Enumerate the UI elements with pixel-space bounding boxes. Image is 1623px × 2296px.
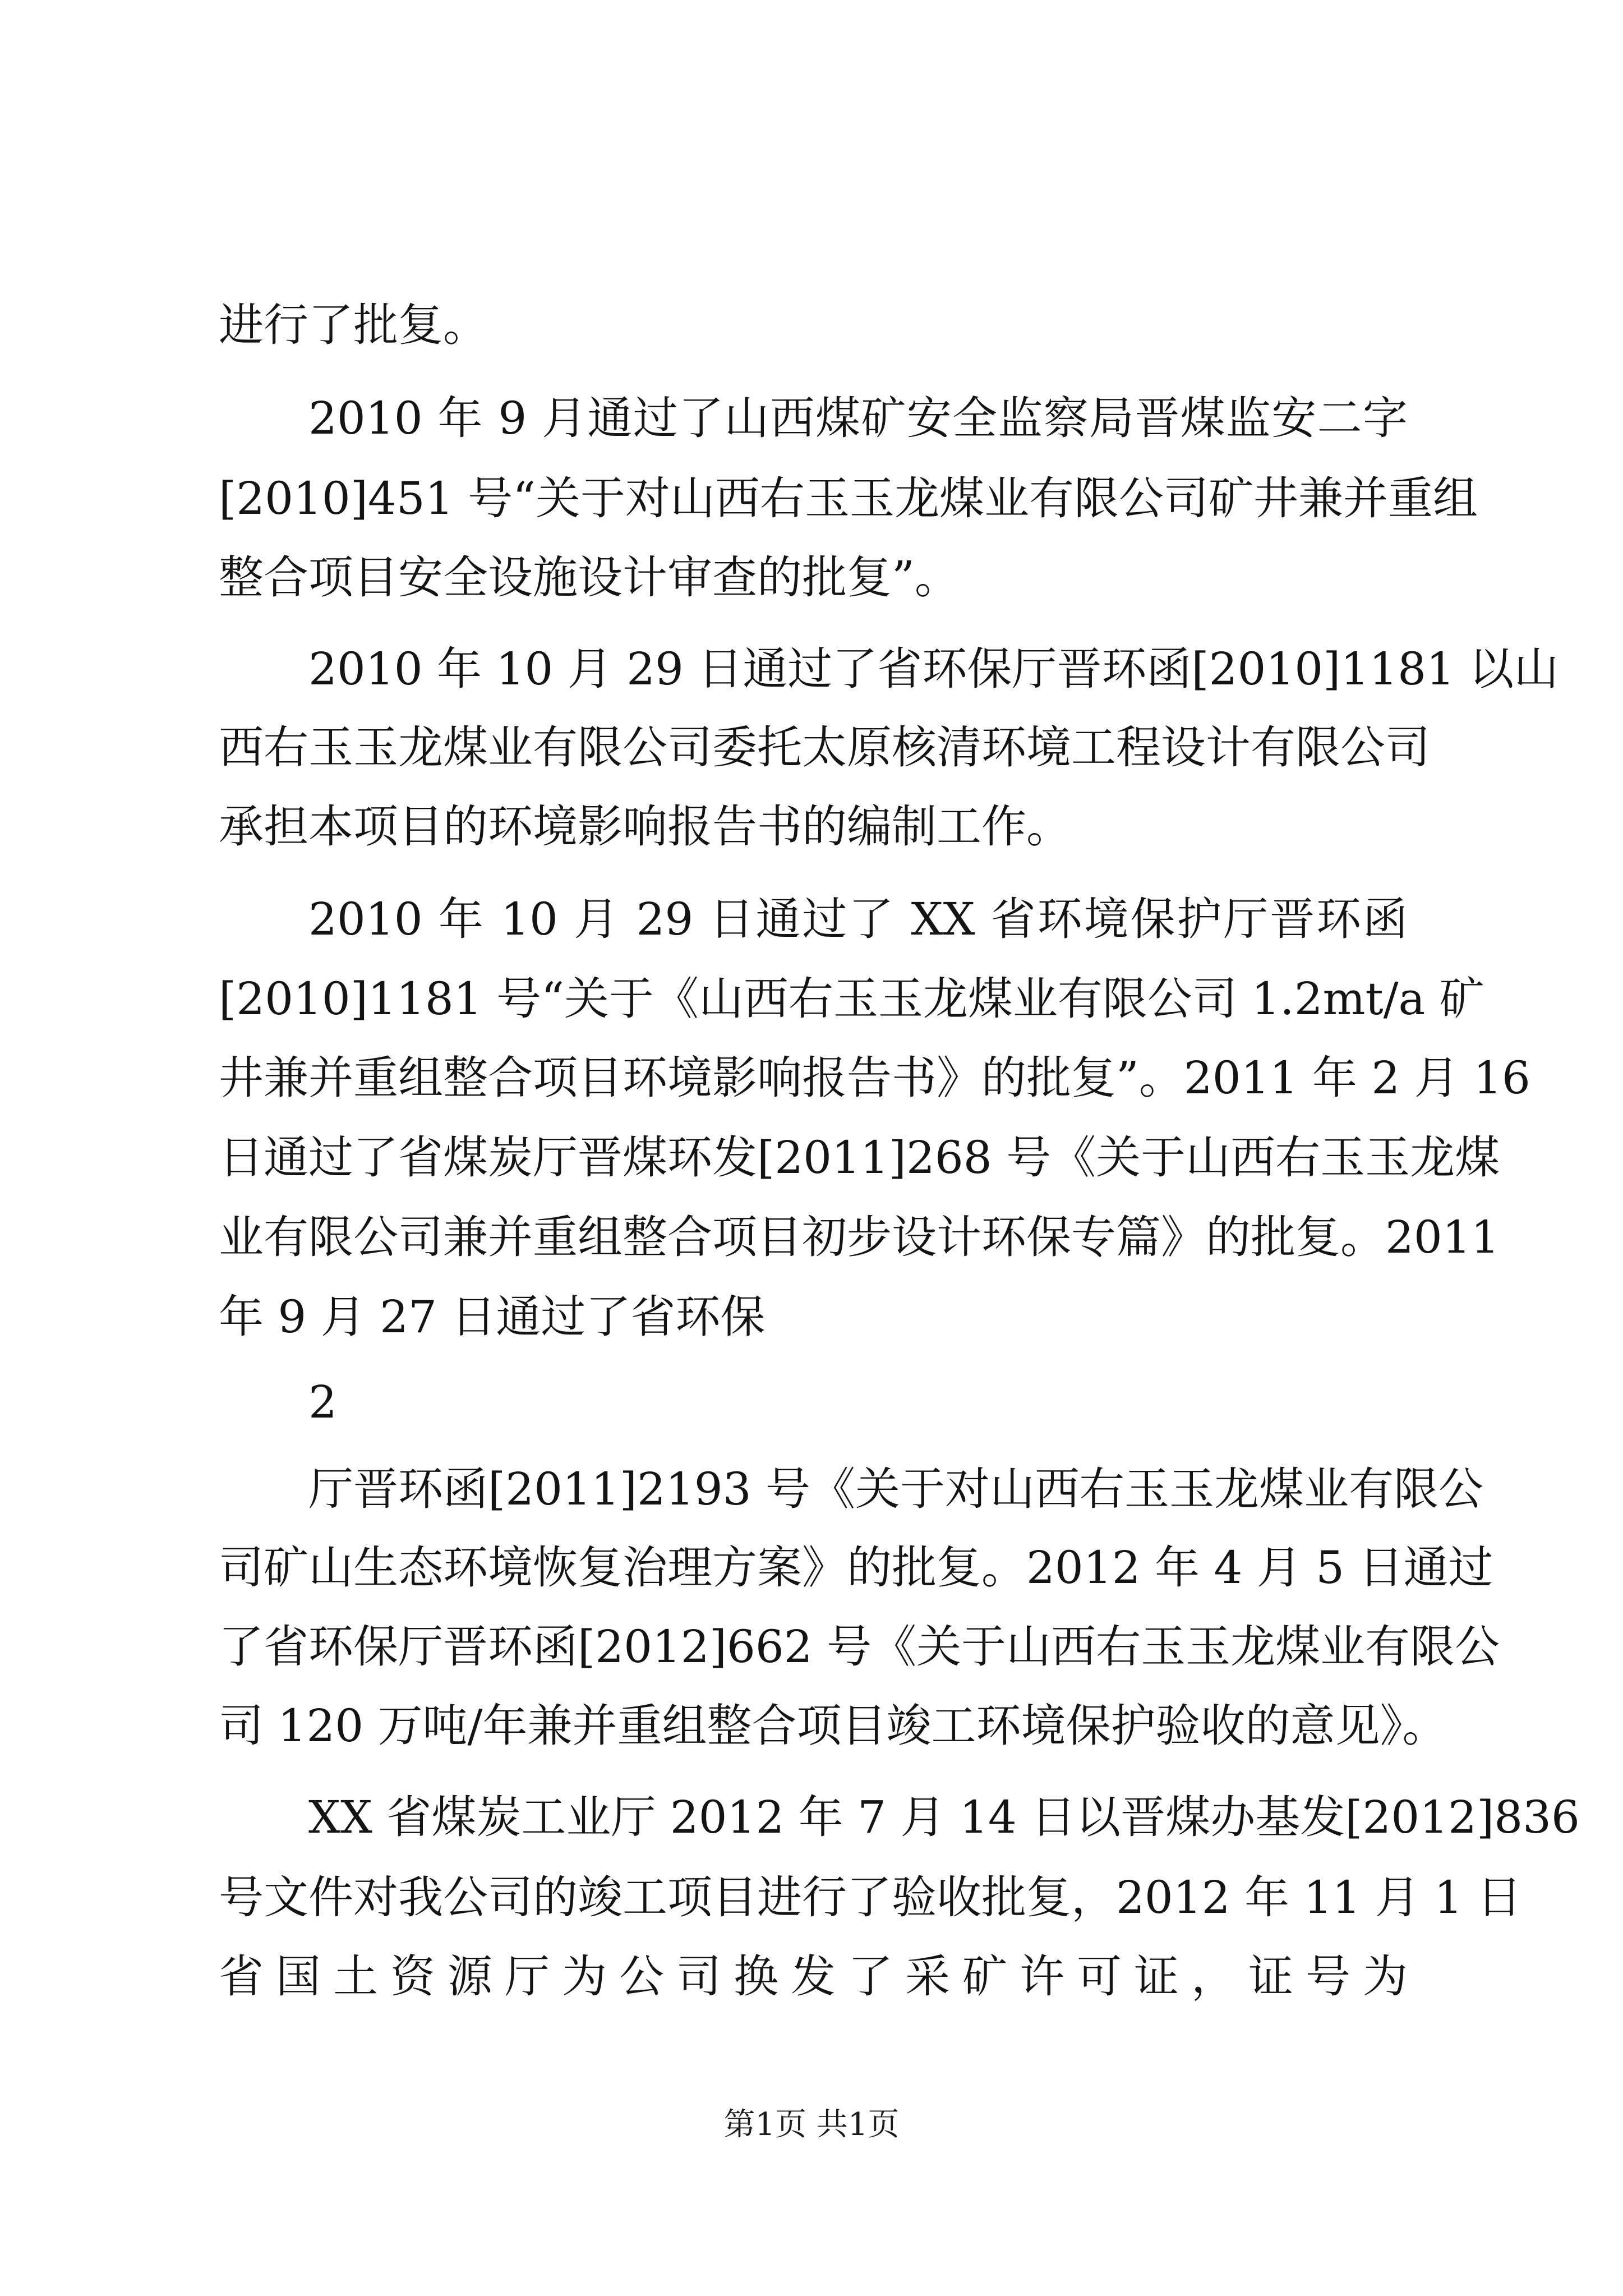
- text-line: 了省环保厅晋环函[2012]662 号《关于山西右玉玉龙煤业有限公: [219, 1621, 1500, 1673]
- text-line: 2010 年 9 月通过了山西煤矿安全监察局晋煤监安二字: [308, 392, 1408, 444]
- text-line: [2010]1181 号“关于《山西右玉玉龙煤业有限公司 1.2mt/a 矿: [219, 973, 1484, 1025]
- text-line: 西右玉玉龙煤业有限公司委托太原核清环境工程设计有限公司: [219, 721, 1430, 774]
- text-line: 号文件对我公司的竣工项目进行了验收批复，2012 年 11 月 1 日: [219, 1871, 1522, 1924]
- text-line: 厅晋环函[2011]2193 号《关于对山西右玉玉龙煤业有限公: [308, 1463, 1484, 1515]
- text-line: 2010 年 10 月 29 日通过了省环保厅晋环函[2010]1181 以山: [308, 643, 1559, 695]
- text-line: 司矿山生态环境恢复治理方案》的批复。2012 年 4 月 5 日通过: [219, 1542, 1493, 1594]
- text-line: 2010 年 10 月 29 日通过了 XX 省环境保护厅晋环函: [308, 893, 1408, 945]
- text-line: [2010]451 号“关于对山西右玉玉龙煤业有限公司矿井兼并重组: [219, 472, 1478, 524]
- text-line: 整合项目安全设施设计审查的批复”。: [219, 551, 960, 604]
- text-line: 日通过了省煤炭厅晋煤环发[2011]268 号《关于山西右玉玉龙煤: [219, 1131, 1500, 1184]
- text-line: 进行了批复。: [219, 299, 488, 351]
- text-line: XX 省煤炭工业厅 2012 年 7 月 14 日以晋煤办基发[2012]836: [308, 1791, 1580, 1843]
- text-line: 承担本项目的环境影响报告书的编制工作。: [219, 800, 1071, 853]
- text-line: 年 9 月 27 日通过了省环保: [219, 1291, 766, 1343]
- text-line: 业有限公司兼并重组整合项目初步设计环保专篇》的批复。2011: [219, 1211, 1500, 1263]
- page-number-inline: 2: [308, 1376, 337, 1428]
- text-line: 省国土资源厅为公司换发了采矿许可证，证号为: [219, 1950, 1408, 2003]
- page-footer: 第1页 共1页: [723, 2106, 900, 2143]
- text-line: 井兼并重组整合项目环境影响报告书》的批复”。2011 年 2 月 16: [219, 1052, 1530, 1104]
- text-line: 司 120 万吨/年兼并重组整合项目竣工环境保护验收的意见》。: [219, 1700, 1447, 1752]
